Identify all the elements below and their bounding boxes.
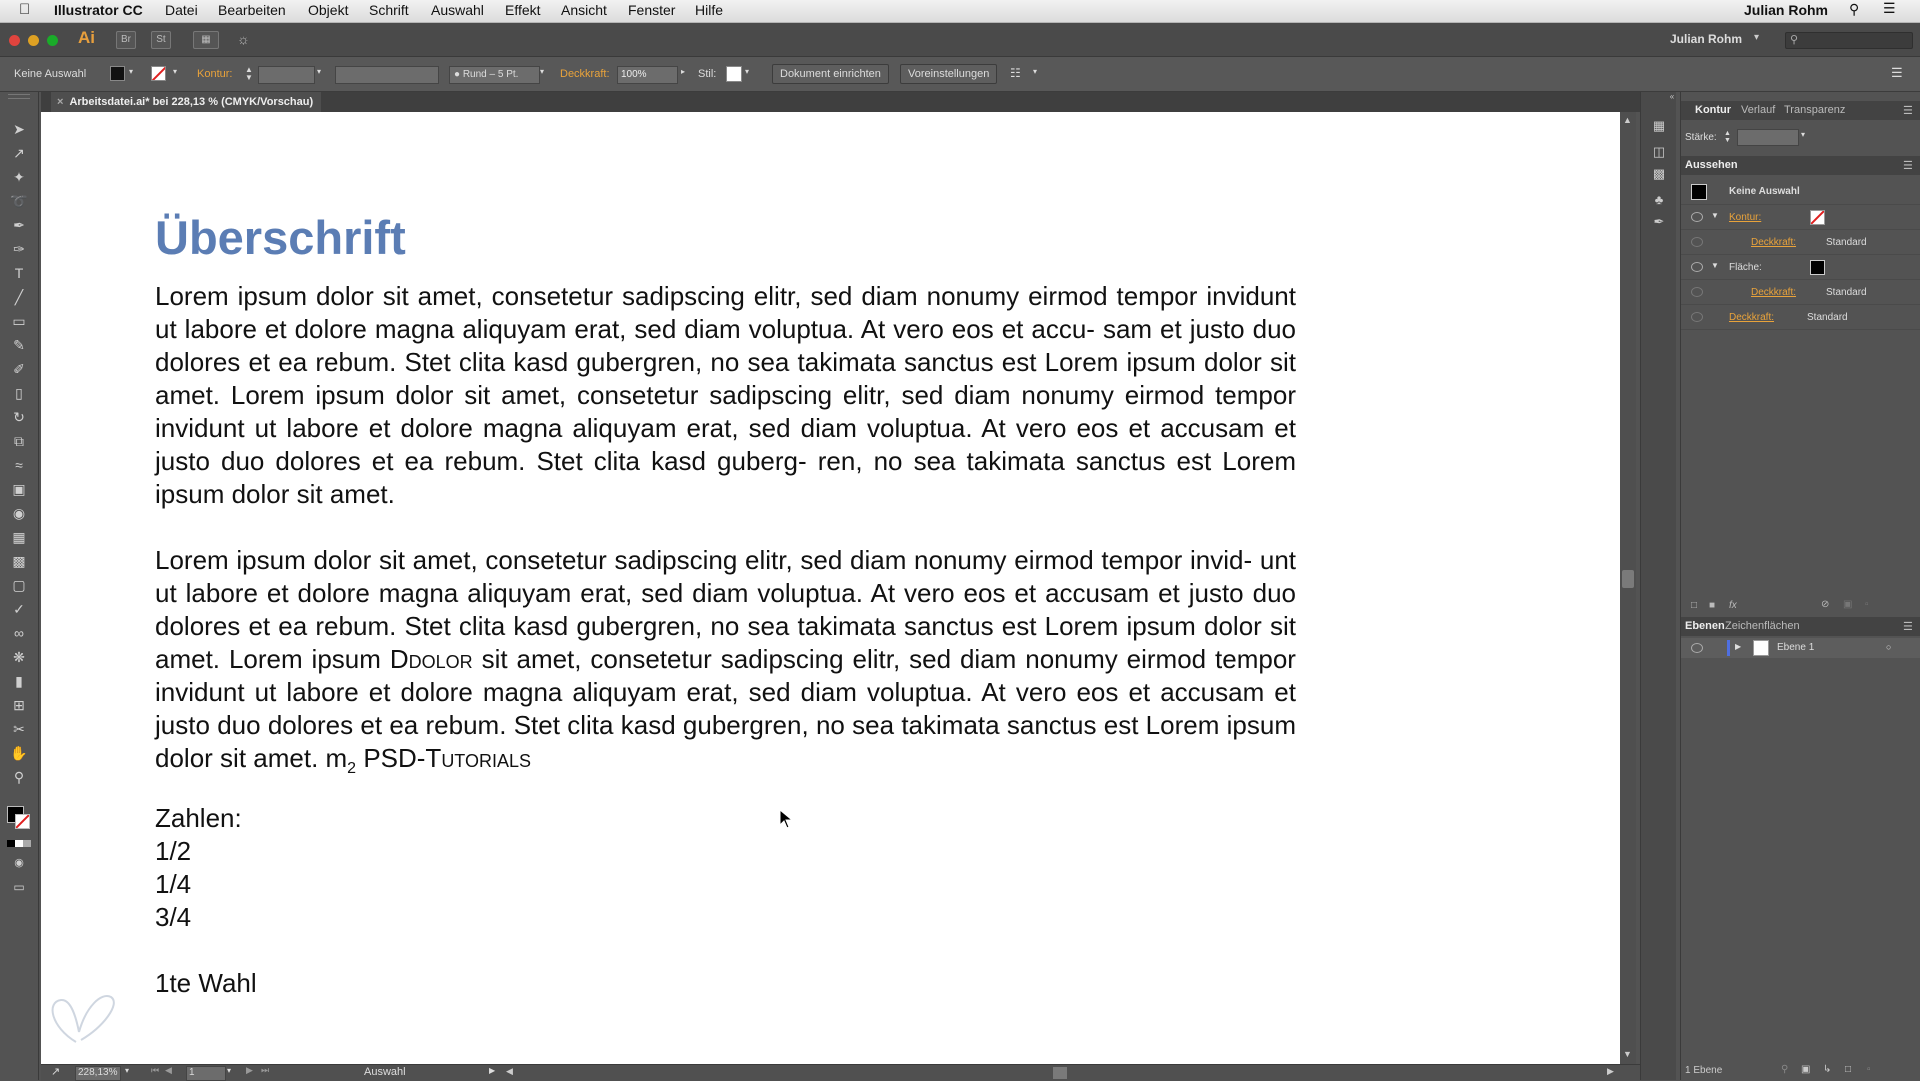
clear-appearance-icon[interactable]: ⊘ — [1821, 599, 1830, 610]
direct-selection-tool-icon[interactable]: ↗ — [13, 145, 25, 161]
stroke-weight-field[interactable] — [258, 66, 315, 84]
appearance-fill-opacity-row[interactable] — [1681, 279, 1920, 304]
magic-wand-tool-icon[interactable]: ✦ — [13, 169, 25, 185]
type-tool-icon[interactable]: T — [14, 265, 24, 281]
chevron-down-icon[interactable]: ▾ — [227, 1066, 232, 1075]
menu-objekt[interactable]: Objekt — [308, 2, 349, 18]
selection-status: Keine Auswahl — [14, 68, 87, 80]
align-options-icon[interactable]: ☷ — [1010, 66, 1021, 80]
appearance-selection-row — [1681, 179, 1920, 203]
bridge-button[interactable]: Br — [116, 31, 136, 49]
lasso-tool-icon[interactable]: ➰ — [10, 193, 28, 209]
illustrator-logo: Ai — [78, 28, 95, 47]
fill-row-swatch[interactable] — [1810, 260, 1825, 275]
delete-item-icon[interactable]: ▫ — [1865, 599, 1869, 610]
visibility-eye-icon[interactable] — [1691, 643, 1703, 653]
screen-mode-icon[interactable]: ▭ — [13, 880, 25, 894]
pen-tool-icon[interactable]: ✒ — [13, 217, 25, 233]
zoom-tool-icon[interactable]: ⚲ — [13, 769, 25, 785]
share-icon[interactable]: ↗ — [51, 1066, 61, 1078]
collapse-panels-icon[interactable]: « — [1669, 92, 1675, 101]
column-graph-tool-icon[interactable]: ▮ — [15, 673, 23, 689]
visibility-eye-icon[interactable] — [1691, 262, 1703, 272]
opacity-label: Deckkraft: — [560, 68, 610, 80]
minimize-window-button[interactable] — [28, 35, 39, 46]
small-caps-brand: PSD-Tutorials — [363, 743, 532, 773]
artboard-number-field[interactable]: 1 — [186, 1066, 226, 1081]
create-new-layer-icon[interactable]: □ — [1845, 1064, 1852, 1075]
chevron-down-icon[interactable]: ▾ — [1033, 67, 1038, 76]
weight-label: Stärke: — [1685, 132, 1717, 143]
help-search-input[interactable] — [1785, 32, 1913, 49]
document-tab[interactable] — [51, 92, 321, 112]
appearance-panel-header — [1681, 156, 1920, 175]
mac-menubar — [0, 0, 1920, 23]
locate-object-icon[interactable]: ⚲ — [1781, 1064, 1789, 1075]
eyedropper-tool-icon[interactable]: ✓ — [13, 601, 25, 617]
close-window-button[interactable] — [9, 35, 20, 46]
panel-grip[interactable] — [8, 94, 30, 99]
layer-target-icon[interactable]: ○ — [1886, 642, 1892, 652]
visibility-eye-icon[interactable] — [1691, 287, 1703, 297]
add-new-effect-icon[interactable]: fx — [1729, 600, 1737, 611]
butterfly-watermark — [41, 972, 131, 1052]
chevron-down-icon[interactable]: ▾ — [129, 67, 134, 76]
free-transform-tool-icon[interactable]: ▣ — [12, 481, 26, 497]
control-bar — [0, 57, 1920, 92]
menu-ansicht[interactable]: Ansicht — [561, 2, 607, 18]
disclosure-triangle-icon[interactable]: ▶ — [1735, 642, 1742, 651]
next-artboard-icon[interactable]: ▶ — [246, 1065, 253, 1075]
apple-icon[interactable] — [19, 1, 30, 18]
paragraph-2[interactable] — [155, 544, 1296, 785]
stroke-panel-tabs — [1681, 101, 1920, 120]
notification-list-icon[interactable]: ☰ — [1883, 0, 1896, 16]
layer-name[interactable]: Ebene 1 — [1777, 642, 1815, 653]
appearance-fill-row[interactable] — [1681, 254, 1920, 279]
layer-row[interactable] — [1681, 638, 1920, 658]
layers-panel-tabs — [1681, 617, 1920, 636]
layer-count: 1 Ebene — [1685, 1065, 1723, 1076]
appearance-footer — [1681, 599, 1920, 615]
visibility-eye-icon[interactable] — [1691, 212, 1703, 222]
eraser-tool-icon[interactable]: ▯ — [15, 385, 23, 401]
first-artboard-icon[interactable]: ⏮ — [151, 1065, 160, 1075]
object-opacity-value: Standard — [1807, 312, 1848, 323]
stroke-weight-input[interactable] — [1737, 129, 1799, 146]
panel-menu-icon[interactable]: ☰ — [1903, 621, 1913, 633]
panel-menu-icon[interactable]: ☰ — [1903, 105, 1913, 117]
chevron-down-icon[interactable]: ▾ — [317, 67, 322, 76]
chevron-down-icon[interactable]: ▾ — [173, 67, 178, 76]
properties-panel-icon[interactable]: ▦ — [1652, 118, 1666, 133]
zoom-window-button[interactable] — [47, 35, 58, 46]
brush-definition-value: Rund – 5 Pt. — [462, 69, 519, 80]
document-tab-title: Arbeitsdatei.ai* bei 228,13 % (CMYK/Vorschau) — [69, 96, 314, 108]
document-setup-button[interactable]: Dokument einrichten — [772, 64, 889, 84]
make-clipping-mask-icon[interactable]: ▣ — [1801, 1064, 1811, 1075]
symbol-sprayer-tool-icon[interactable]: ❋ — [13, 649, 25, 665]
application-bar — [0, 23, 1920, 57]
add-new-fill-icon[interactable]: ■ — [1709, 600, 1716, 611]
stroke-label: Kontur: — [197, 68, 233, 80]
tab-zeichenflaechen[interactable]: Zeichenflächen — [1725, 620, 1800, 632]
stepper-icon[interactable]: ▲ ▼ — [245, 65, 253, 82]
rotate-tool-icon[interactable]: ↻ — [13, 409, 25, 425]
numbers-label[interactable]: Zahlen: — [155, 803, 242, 833]
variable-width-profile-select[interactable] — [335, 66, 439, 84]
stroke-row-label[interactable]: Kontur: — [1729, 212, 1762, 223]
swatches-panel-icon[interactable]: ▩ — [1652, 166, 1666, 181]
artboard-tool-icon[interactable]: ⊞ — [13, 697, 25, 713]
fill-opacity-label[interactable]: Deckkraft: — [1751, 287, 1797, 298]
fraction-one-half[interactable]: 1/2 — [155, 836, 192, 866]
layers-footer — [1681, 1062, 1920, 1080]
workspace-switcher[interactable]: Julian Rohm — [1670, 32, 1743, 46]
close-tab-icon[interactable]: × — [57, 96, 64, 108]
appearance-object-opacity-row[interactable] — [1681, 304, 1920, 330]
stock-button[interactable]: St — [151, 31, 171, 49]
layer-color-indicator — [1727, 640, 1730, 656]
gradient-tool-icon[interactable]: ▢ — [12, 577, 26, 593]
previous-artboard-icon[interactable]: ◀ — [165, 1065, 172, 1075]
no-selection-label: Keine Auswahl — [1729, 186, 1800, 197]
none-slash-icon — [15, 814, 30, 829]
scroll-left-icon[interactable]: ◀ — [506, 1066, 513, 1076]
fraction-one-quarter[interactable]: 1/4 — [155, 869, 192, 899]
status-bar — [41, 1064, 1650, 1081]
menu-fenster[interactable]: Fenster — [628, 2, 676, 18]
round-brush-icon: ● — [454, 69, 461, 80]
tab-kontur[interactable]: Kontur — [1695, 104, 1732, 116]
drawing-mode-icon[interactable]: ◉ — [14, 857, 24, 869]
stroke-opacity-label[interactable]: Deckkraft: — [1751, 237, 1797, 248]
none-slash-icon — [151, 66, 166, 81]
graphic-style-swatch[interactable] — [726, 66, 742, 82]
shaper-tool-icon[interactable]: ✐ — [13, 361, 25, 377]
stroke-swatch[interactable] — [15, 814, 30, 829]
chevron-right-icon[interactable]: ▶ — [489, 1066, 496, 1075]
stroke-color-swatch[interactable] — [151, 66, 166, 81]
slice-tool-icon[interactable]: ✂ — [13, 721, 25, 737]
layer-thumbnail — [1753, 640, 1769, 656]
chevron-down-icon[interactable]: ▾ — [125, 1066, 130, 1075]
stroke-opacity-value: Standard — [1826, 237, 1867, 248]
fill-row-label[interactable]: Fläche: — [1729, 262, 1762, 273]
tab-ebenen[interactable]: Ebenen — [1685, 620, 1725, 632]
curvature-tool-icon[interactable]: ✑ — [13, 241, 25, 257]
stroke-row-swatch[interactable] — [1810, 210, 1825, 225]
right-panels — [1680, 92, 1920, 1080]
chevron-down-icon[interactable]: ▾ — [1801, 130, 1806, 139]
chevron-down-icon[interactable]: ▾ — [745, 67, 750, 76]
mesh-tool-icon[interactable]: ▩ — [12, 553, 26, 569]
paragraph-1[interactable]: Lorem ipsum dolor sit amet, consetetur sadipscing elitr, sed diam nonumy eirmod tempor invidunt ut labore et dolore magna aliquyam erat, sed diam voluptua. At vero eos et accu- sam et justo duo dolores et ea rebum. Stet clita kasd gubergren, no sea takimata sanctus est Lorem ipsum dolor sit amet. Lorem ipsum dolor sit amet, consetetur sadipscing elitr, sed diam nonumy eirmod tempor invidunt ut labore et dolore magna aliquyam erat, sed diam voluptua. At vero eos et accusam et justo duo dolores et ea rebum. Stet clita kasd guberg- ren, no sea takimata sanctus est Lorem ipsum dolor sit amet. — [155, 281, 1296, 509]
fraction-three-quarters[interactable]: 3/4 — [155, 902, 192, 932]
libraries-panel-icon[interactable]: ◫ — [1652, 144, 1666, 159]
search-icon: ⚲ — [1790, 34, 1799, 46]
blend-tool-icon[interactable]: ∞ — [14, 625, 24, 641]
menu-schrift[interactable]: Schrift — [369, 2, 409, 18]
spotlight-search-icon[interactable]: ⚲ — [1849, 1, 1860, 17]
stepper-icon[interactable]: ▲ ▼ — [1724, 130, 1731, 144]
tab-verlauf[interactable]: Verlauf — [1741, 104, 1776, 116]
disclosure-triangle-icon[interactable]: ▼ — [1711, 261, 1719, 270]
create-sublayer-icon[interactable]: ↳ — [1823, 1064, 1832, 1075]
disclosure-triangle-icon[interactable]: ▼ — [1711, 211, 1719, 220]
menu-effekt[interactable]: Effekt — [505, 2, 541, 18]
symbols-panel-icon[interactable]: ♣ — [1654, 192, 1664, 207]
menu-hilfe[interactable]: Hilfe — [695, 2, 724, 18]
arrange-documents-icon[interactable]: ▦ — [193, 31, 219, 49]
object-opacity-label[interactable]: Deckkraft: — [1729, 312, 1775, 323]
chevron-down-icon[interactable]: ▾ — [1754, 32, 1760, 43]
paintbrush-tool-icon[interactable]: ✎ — [13, 337, 25, 353]
small-caps-word: Ddolor — [389, 644, 473, 674]
preferences-button[interactable]: Voreinstellungen — [900, 64, 997, 84]
rectangle-tool-icon[interactable]: ▭ — [12, 313, 26, 329]
delete-layer-icon[interactable]: ▫ — [1867, 1064, 1871, 1075]
appearance-stroke-row[interactable] — [1681, 204, 1920, 229]
tab-transparenz[interactable]: Transparenz — [1784, 104, 1846, 116]
selection-thumbnail — [1691, 184, 1707, 200]
horizontal-scroll-thumb[interactable] — [1053, 1067, 1067, 1079]
hand-tool-icon[interactable]: ✋ — [10, 745, 28, 761]
perspective-grid-tool-icon[interactable]: ▦ — [12, 529, 26, 545]
panel-menu-icon[interactable]: ☰ — [1903, 160, 1913, 172]
panel-menu-icon[interactable]: ☰ — [1891, 65, 1903, 80]
menubar-user[interactable]: Julian Rohm — [1744, 2, 1829, 18]
tools-panel — [0, 92, 39, 1080]
fill-color-swatch[interactable] — [110, 66, 125, 81]
scale-tool-icon[interactable]: ⧉ — [14, 433, 24, 449]
vertical-scrollbar[interactable] — [1620, 112, 1636, 1064]
mouse-cursor-icon — [779, 809, 793, 829]
shape-builder-tool-icon[interactable]: ◉ — [12, 505, 26, 521]
brushes-panel-icon[interactable]: ✒ — [1653, 214, 1665, 229]
selection-tool-icon[interactable]: ➤ — [13, 121, 25, 137]
paragraph-2-text-b: sit amet, consetetur sadipscing elitr, sed diam nonumy eirmod tempor invidunt ut labore et dolore magna aliquyam erat, sed diam voluptua. At vero eos et accusam et justo duo dolores et ea rebum. Stet clita kasd gubergren, no sea takimata sanctus est Lorem ipsum dolor sit amet. m — [155, 644, 1296, 773]
visibility-eye-icon[interactable] — [1691, 237, 1703, 247]
fill-opacity-value: Standard — [1826, 287, 1867, 298]
zoom-level-field[interactable]: 228,13% — [75, 1066, 121, 1081]
menu-bearbeiten[interactable]: Bearbeiten — [218, 2, 286, 18]
add-new-stroke-icon[interactable]: □ — [1691, 600, 1698, 611]
width-tool-icon[interactable]: ≈ — [15, 457, 23, 473]
none-slash-icon — [1810, 210, 1825, 225]
opacity-field[interactable]: 100% — [617, 66, 678, 84]
app-menu[interactable]: Illustrator CC — [54, 2, 143, 18]
line-segment-tool-icon[interactable]: ╱ — [14, 289, 24, 305]
style-label: Stil: — [698, 68, 717, 80]
subscript-two: 2 — [347, 760, 357, 778]
duplicate-item-icon[interactable]: ▣ — [1843, 599, 1853, 610]
scroll-up-icon[interactable]: ▲ — [1623, 115, 1632, 125]
document-tab-bar — [41, 92, 1648, 112]
color-mode-buttons[interactable] — [7, 840, 31, 847]
scroll-down-icon[interactable]: ▼ — [1623, 1049, 1632, 1059]
gpu-performance-icon[interactable]: ☼ — [237, 31, 250, 47]
chevron-right-icon[interactable]: ▸ — [681, 67, 686, 76]
ordinal-text[interactable]: 1te Wahl — [155, 968, 257, 998]
tab-aussehen[interactable]: Aussehen — [1685, 159, 1738, 171]
brush-definition-select[interactable] — [449, 66, 540, 84]
status-tool-readout[interactable]: Auswahl — [364, 1066, 406, 1078]
scroll-right-icon[interactable]: ▶ — [1607, 1066, 1614, 1076]
appearance-stroke-opacity-row[interactable] — [1681, 229, 1920, 254]
last-artboard-icon[interactable]: ⏭ — [261, 1065, 270, 1075]
panel-icon-dock — [1640, 92, 1676, 1080]
menu-auswahl[interactable]: Auswahl — [431, 2, 484, 18]
artboard-canvas[interactable] — [41, 112, 1620, 1064]
chevron-down-icon[interactable]: ▾ — [540, 67, 545, 76]
menu-datei[interactable]: Datei — [165, 2, 198, 18]
scroll-thumb[interactable] — [1622, 570, 1634, 588]
paragraph-2-text-a: Lorem ipsum dolor sit amet, consetetur sadipscing elitr, sed diam nonumy eirmod tempor invid- unt ut labore et dolore magna aliquyam erat, sed diam voluptua. At vero eos et accusam et justo duo dolores et ea rebum. Stet clita kasd gubergren, no sea takimata sanctus est Lorem ipsum dolor sit amet. Lorem ipsum — [155, 545, 1296, 674]
visibility-eye-icon[interactable] — [1691, 312, 1703, 322]
document-heading[interactable]: Überschrift — [155, 211, 406, 264]
